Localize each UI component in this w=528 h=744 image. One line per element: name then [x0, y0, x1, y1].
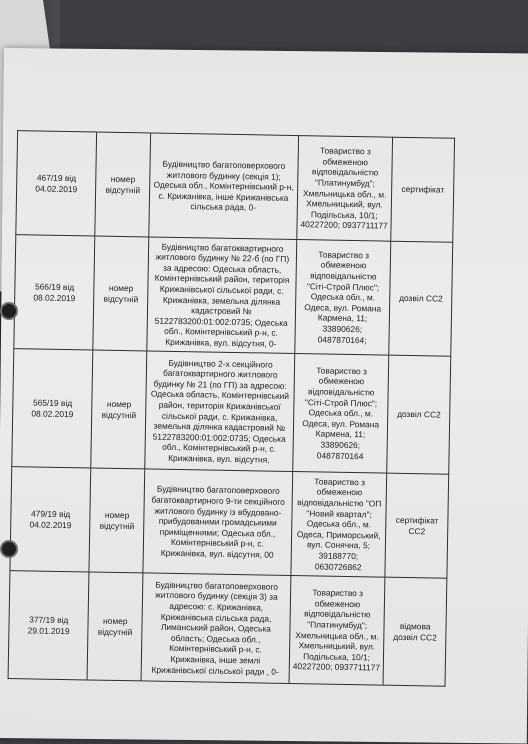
document-type-cell: сертифікат СС2	[385, 473, 448, 578]
table-row	[16, 131, 455, 243]
registration-cell: 566/19 від 08.02.2019	[14, 235, 95, 350]
registration-cell: 467/19 від 04.02.2019	[16, 131, 97, 236]
object-cell: Будівництво багатоповерхового житлового будинку (секція 3) за адресою: с. Крижанівка, Крижанівська сільська рада, Лиманський район, Одеська область; Одеська обл., Комінтернівський р-н, с. Крижанівка, інше землі Крижанівської сільської ради , 0-	[141, 573, 291, 684]
number-cell: номер відсутній	[87, 572, 142, 681]
object-cell: Будівництво багатоповерхового житлового будинку (секція 1); Одеська обл., Комінтернівський р-н, с. Крижанівка, інше Крижанівська сільська рада, 0-	[149, 133, 299, 240]
table-row	[8, 571, 447, 687]
customer-cell: Товариство з обмеженою відповідальністю "Платинумбуд"; Хмельницька обл., м. Хмельницький, вул. Подільська, 10/1; 40227200; 0937711177	[297, 136, 393, 242]
permits-table	[8, 130, 456, 687]
registration-cell: 479/19 від 04.02.2019	[10, 467, 91, 572]
customer-cell: Товариство з обмеженою відповідальністю "Сіті-Строй Плюс"; Одеська обл., м. Одеса, вул. Романа Кармена, 11; 33890626; 0487870164	[293, 354, 390, 474]
object-cell: Будівництво багатоповерхового багатоквартирного 9-ти секційного житлового будинку із вбудовано-прибудованими громадськими приміщеннями; Одеська обл., Комінтернівський р-н, с. Крижанівка, вул. відсутня, 00	[143, 469, 293, 576]
table-row	[14, 235, 453, 357]
document-type-cell: відмова дозвіл СС2	[383, 577, 447, 686]
binder-ring	[0, 540, 18, 558]
number-cell: номер відсутній	[89, 468, 144, 573]
registration-cell: 377/19 від 29.01.2019	[8, 571, 89, 680]
number-cell: номер відсутній	[93, 236, 149, 351]
binder-ring	[0, 302, 18, 320]
customer-cell: Товариство з обмеженою відповідальністю "Сіті-Строй Плюс"; Одеська обл., м. Одеса, вул. Романа Кармена, 11; 33890626; 0487870164;	[295, 240, 391, 356]
document-sheet	[0, 48, 528, 744]
registration-cell: 565/19 від 08.02.2019	[12, 349, 93, 468]
object-cell: Будівництво багатоквартирного житлового будинку № 22-б (по ГП) за адресою: Одеська область, Комінтернівський район, територія Крижанівської сільської ради, с. Крижанівка, земельна ділянка кадастровий № 5122783200:01:002:0735; Одеська обл., Комінтернівський р-н, с. Крижанівка, вул. відсутня, 0-	[147, 237, 297, 354]
document-type-cell: дозвіл СС2	[387, 355, 451, 474]
number-cell: номер відсутній	[91, 350, 147, 469]
customer-cell: Товариство з обмеженою відповідальністю "Платинумбуд"; Хмельницька обл., м. Хмельницький, вул. Подільська, 10/1; 40227200; 0937711177	[289, 575, 385, 685]
customer-cell: Товариство з обмеженою відповідальністю "ОП "Новий квартал"; Одеська обл., м. Одеса, Приморський, вул. Сонячна, 5; 39188770; 0630726862	[291, 472, 387, 578]
document-type-cell: сертифікат	[391, 137, 454, 242]
table-row	[12, 349, 451, 475]
number-cell: номер відсутній	[95, 132, 150, 237]
object-cell: Будівництво 2-х секційного багатоквартирного житлового будинку № 21 (по ГП) за адресою: Одеська область, Комінтернівський район, територія Крижанівської сільської ради, с. Крижанівка, земельна ділянка кадастровий № 5122783200:01:002:0735; Одеська обл., Комінтернівський р-н, с. Крижанівка, вул. відсутня,	[145, 351, 295, 472]
table-row	[10, 467, 449, 579]
document-type-cell: дозвіл СС2	[389, 241, 453, 356]
